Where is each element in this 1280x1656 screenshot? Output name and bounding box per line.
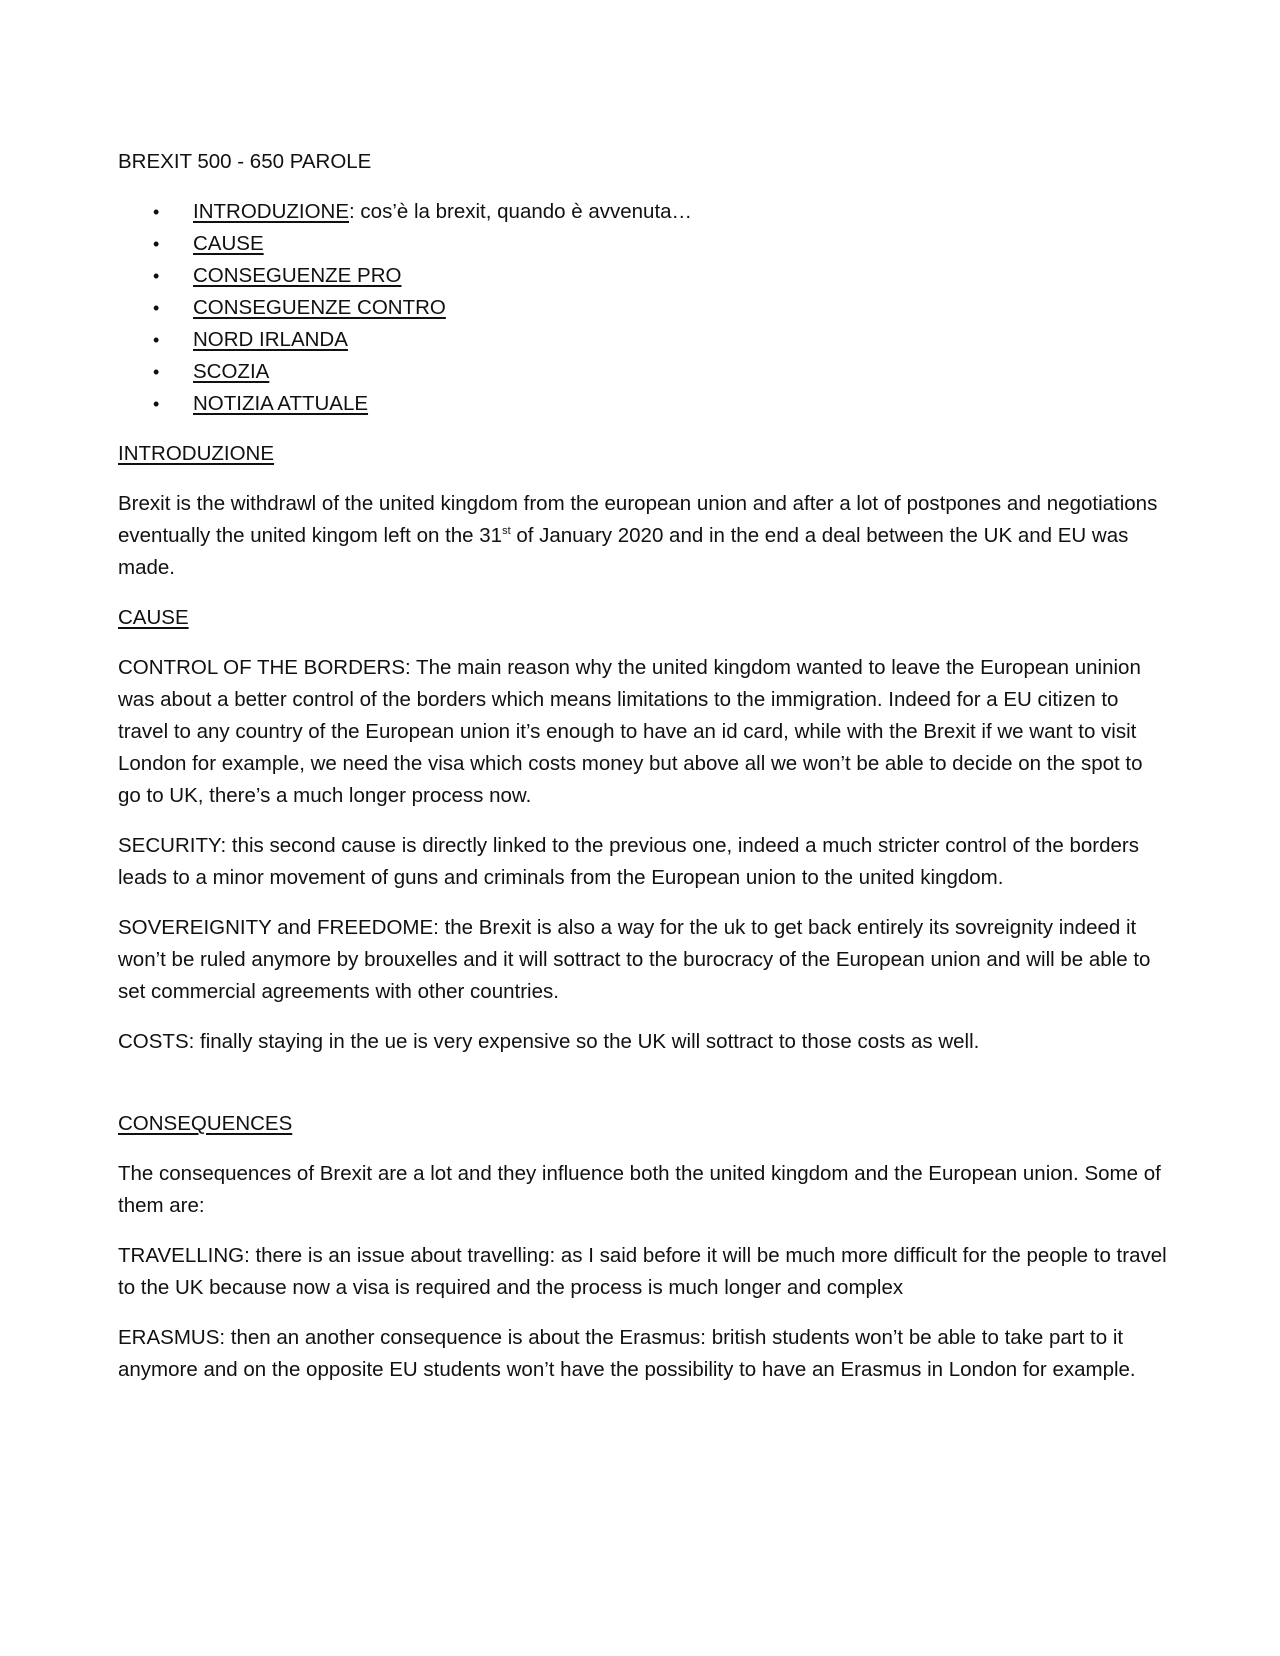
intro-heading: INTRODUZIONE xyxy=(118,442,275,465)
outline-item-label: NOTIZIA ATTUALE xyxy=(193,392,369,415)
document-title: BREXIT 500 - 650 PAROLE xyxy=(118,150,372,173)
list-item xyxy=(118,196,1168,228)
document-page xyxy=(118,146,1168,1404)
outline-item-text: : cos’è la brexit, quando è avvenuta… xyxy=(349,200,693,223)
consequences-paragraph-intro: The consequences of Brexit are a lot and they influence both the united kingdom and the European union. Some of them are: xyxy=(118,1162,1161,1217)
list-item xyxy=(118,260,1168,292)
blank-line xyxy=(118,1076,1168,1108)
outline-item-label: CONSEGUENZE CONTRO xyxy=(193,296,446,319)
intro-paragraph xyxy=(118,488,1168,584)
cause-heading: CAUSE xyxy=(118,606,189,629)
ordinal-suffix: st xyxy=(502,525,511,538)
cause-paragraph-sovereignty: SOVEREIGNITY and FREEDOME: the Brexit is also a way for the uk to get back entirely its sovreignity indeed it won’t be ruled anymore by brouxelles and it will sottract to the burocracy of the European union and will be able to set commercial agreements with other countries. xyxy=(118,916,1151,1003)
bullet-icon: • xyxy=(153,266,160,286)
list-item xyxy=(118,292,1168,324)
outline-item-label: CAUSE xyxy=(193,232,264,255)
outline-list xyxy=(118,196,1168,420)
intro-text-b: of January 2020 and in the end a deal between the UK and EU was made. xyxy=(118,524,1129,579)
outline-item-label: SCOZIA xyxy=(193,360,270,383)
outline-item-label: CONSEGUENZE PRO xyxy=(193,264,402,287)
consequences-heading: CONSEQUENCES xyxy=(118,1112,293,1135)
list-item xyxy=(118,324,1168,356)
list-item xyxy=(118,356,1168,388)
cause-paragraph-borders: CONTROL OF THE BORDERS: The main reason why the united kingdom wanted to leave the European uninion was about a better control of the borders which means limitations to the immigration. Indeed for a EU citizen to travel to any country of the European union it’s enough to have an id card, while with the Brexit if we want to visit London for example, we need the visa which costs money but above all we won’t be able to decide on the spot to go to UK, there’s a much longer process now. xyxy=(118,656,1143,807)
outline-item-label: NORD IRLANDA xyxy=(193,328,348,351)
list-item xyxy=(118,388,1168,420)
outline-item-label: INTRODUZIONE xyxy=(193,200,350,223)
cause-paragraph-costs: COSTS: finally staying in the ue is very expensive so the UK will sottract to those costs as well. xyxy=(118,1030,980,1053)
bullet-icon: • xyxy=(153,298,160,318)
bullet-icon: • xyxy=(153,234,160,254)
consequences-paragraph-travelling: TRAVELLING: there is an issue about travelling: as I said before it will be much more difficult for the people to travel to the UK because now a visa is required and the process is much longer and complex xyxy=(118,1244,1167,1299)
cause-paragraph-security: SECURITY: this second cause is directly linked to the previous one, indeed a much stricter control of the borders leads to a minor movement of guns and criminals from the European union to the united kingdom. xyxy=(118,834,1139,889)
list-item xyxy=(118,228,1168,260)
bullet-icon: • xyxy=(153,202,160,222)
intro-text-a: Brexit is the withdrawl of the united kingdom from the european union and after a lot of postpones and negotiations eventually the united kingom left on the 31 xyxy=(118,492,1158,547)
bullet-icon: • xyxy=(153,394,160,414)
bullet-icon: • xyxy=(153,362,160,382)
consequences-paragraph-erasmus: ERASMUS: then an another consequence is about the Erasmus: british students won’t be able to take part to it anymore and on the opposite EU students won’t have the possibility to have an Erasmus in London for example. xyxy=(118,1326,1136,1381)
bullet-icon: • xyxy=(153,330,160,350)
